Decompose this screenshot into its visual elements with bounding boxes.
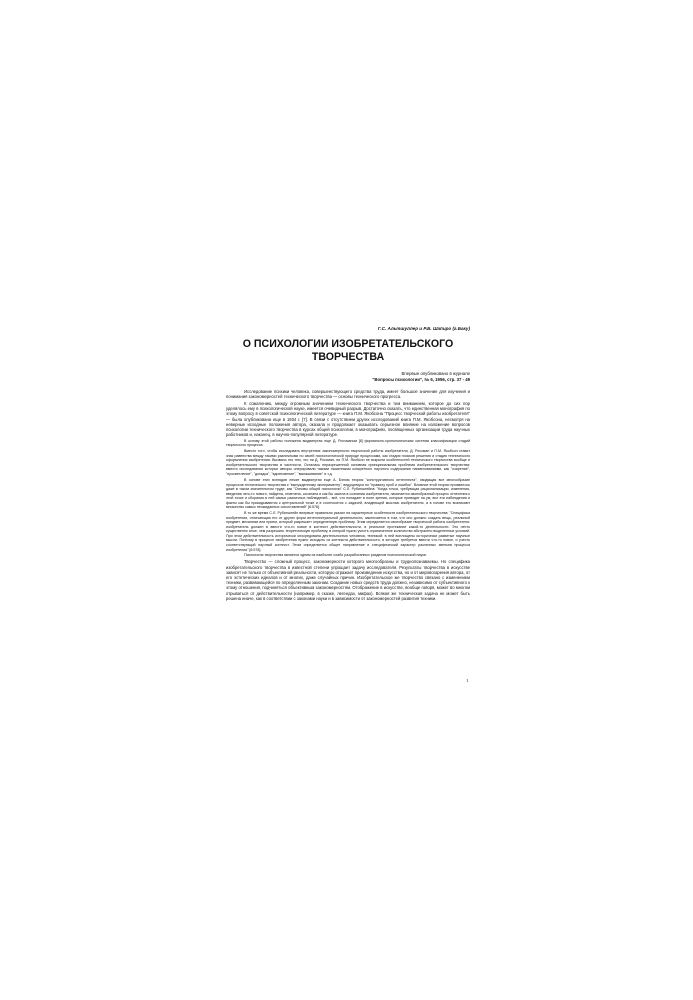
paragraph-7: Психология творчества является одним из наиболее слабо разработанных разделов психологической науки. xyxy=(244,553,427,558)
source-line-1: Впервые опубликовано в журнале xyxy=(401,371,470,376)
article-body xyxy=(226,389,470,601)
authors-line: Г.С. Альтшуллер и Р.Б. Шапиро (г.Баку) xyxy=(377,326,470,331)
article-title xyxy=(226,338,470,363)
paragraph-4: Вместо того, чтобы исследовать внутренние закономерности творческой работы изобретателя, Д. Россман и П.М. Якобсон ставят знак равенства между такими различными по своей психологической природе процессами, как стадия поисков решения и стадия технического оформления изобретения. Вызвано это тем, что ни Д. Россман, ни П.М. Якобсон не вскрыли особенностей технического творчества вообще и изобретательского творчества в частности. Осталась неразрешенной основная принципиальная проблема изобретательского творчества: вместо исследования которых авторы оперировали такими лишенными конкретного научного содержания наименованиями, как "озарение", "просветление", "догадка", "вдохновение", "вынашивание" и т.д. xyxy=(226,449,470,477)
title-line-2: ТВОРЧЕСТВА xyxy=(311,350,385,363)
paragraph-5: В основе этих взглядов лежит выдвинутая еще А. Бэном теория "конструктивного интеллекта", сводящая все многообразие процессов технического творчества к "вынужденному эксперименту", ведущемуся по "правилу проб и ошибок". Влияние этой теории проявилось даже в таком значительном труде, как "Основы общей психологии" С.Л. Рубинштейна: "Когда точка, требующая рационализации, изменения, введения чего-то нового, найдена, отмечена, осознана и как бы засела в сознании изобретателя, начинается своеобразный процесс отнесения к этой точке и сборания в ней самых различных наблюдений... всё, что попадает в поле зрения, которые приводят на ум, все эти наблюдения и факты как бы прикидываются к центральной точке и в соотносятся с задачей, владеющей мыслью изобретателя, а в голове его возникают множество самых неожиданных сопоставлений" [6:578]. xyxy=(226,477,470,510)
text-column xyxy=(226,326,470,602)
source-line-2: "Вопросы психологии", № 6, 1956, стр. 37 - 49 xyxy=(372,376,470,382)
paragraph-6: В то же время С.Л. Рубинштейн впервые правильно указал на характерные особенности изобретательского творчества: "Специфика изобретения, отличающая его от других форм интеллектуальной деятельности, заключается в том, что оно должно создать вещь, реальный предмет, механизм или прием, который разрешает определенную проблему. Этим определяется своеобразие творческой работы изобретателя: изобретатель должен в ввести что-то новое в контекст действительности, в реальное протекание какой-то деятельности. Это нечто существенно иное, чем разрешить теоретическую проблему, в которой нужно учесть ограниченное количество абстрактно выделенных условий. При этом действительность исторически опосредована деятельностью человека, техникой: в ней воплощены исторически развитые научные мысли. Поэтому в процессе изобретения нужно исходить из контекста действительности, в которую требуется ввести что-то новое, и учесть соответствующий научный контекст. Этим определяется общее направление и специфический характер различных звеньев процесса изобретения" [6:578]. xyxy=(226,511,470,552)
paragraph-8: Творчество — сложный процесс, закономерности которого многообразны и труднопознаваемы. Но специфика изобретательского творчества в известной степени упрощает задачу исследователя. Результаты творчества в искусстве зависят не только от объективной реальности, которую отражает произведение искусства, но и от мировоззрения автора, от его эстетических идеалов и от многих, даже случайных причин. Изобретательское же творчество связано с изменением техники, развивающейся по определенным законам. Создание новых средств труда должно, независимо от субъективного к этому отношения, подчиняться объективным закономерностям. Отображение в искусстве, вообще говоря, может во многом отрываться от действительности (например, в сказке, легендах, мифах). Всякая же техническая задача не может быть решена иначе, как в соответствии с законами науки и в зависимости от закономерностей развития техники. xyxy=(226,559,470,601)
paragraph-1: Исследование психики человека, совершенствующего средства труда, имеет большое значение для изучения и понимания закономерностей технического творчества — основы технического прогресса. xyxy=(226,389,470,400)
title-line-1: О ПСИХОЛОГИИ ИЗОБРЕТАТЕЛЬСКОГО xyxy=(242,338,454,350)
page-number: 1 xyxy=(466,678,469,683)
source-note xyxy=(226,371,470,382)
paragraph-3: В основу этой работы положена выдвинутая еще Д. Россманом [8] формально-хронологическая система классификации стадий творческого процесса. xyxy=(226,438,470,448)
paragraph-2: К сожалению, между огромным значением технического творчества и тем вниманием, которое до сих пор уделялось ему в психологической науке, имеется очевидный разрыв. Достаточно сказать, что единственная монография по этому вопросу в советской психологической литературе — книга П.М. Якобсона "Процесс творческой работы изобретателя" — была опубликована еще в 1934 г. [7]. В связи с отсутствием других исследований книга П.М. Якобсона, несмотря на неверные исходные положения автора, оказала и продолжает оказывать серьезное влияние на изложение вопросов психологии технического творчества в курсах общей психологии, в монографиях, посвященных организации труда научных работников и, наконец, в научно-популярной литературе. xyxy=(226,400,470,438)
